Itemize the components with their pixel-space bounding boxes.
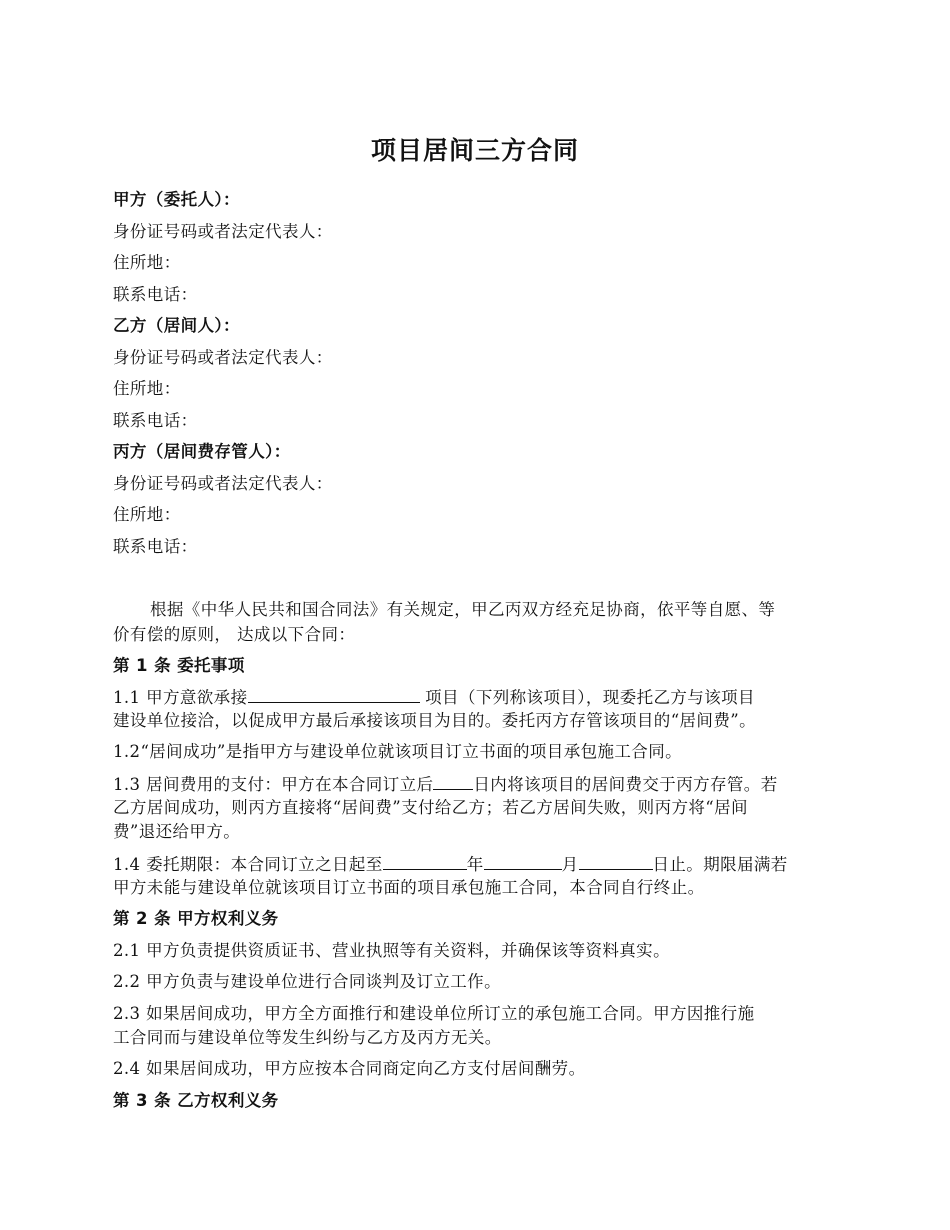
clause-2-3-line-2: 工合同而与建设单位等发生纠纷与乙方及丙方无关。 [113,1028,502,1047]
clause-1-3-text-b: 日内将该项目的居间费交于丙方存管。若 [473,775,778,794]
party-b-heading: 乙方（居间人）： [113,316,240,335]
party-a-heading: 甲方（委托人）： [113,190,240,209]
clause-1-4-text-a: 1.4 委托期限：本合同订立之日起至 [113,855,383,874]
party-b-id-field: 身份证号码或者法定代表人： [113,348,333,367]
clause-1-4-line-2: 甲方未能与建设单位就该项目订立书面的项目承包施工合同，本合同自行终止。 [113,878,705,897]
page-title: 项目居间三方合同 [370,136,579,165]
clause-1-4-line-1 [113,852,840,877]
party-a-address-field: 住所地： [113,253,181,272]
intro-line-2: 价有偿的原则， 达成以下合同： [113,625,356,644]
clause-1-3-text-a: 1.3 居间费用的支付：甲方在本合同订立后 [113,775,434,794]
party-c-address-field: 住所地： [113,505,181,524]
article-3-heading: 第 3 条 乙方权利义务 [113,1091,279,1110]
clause-1-1-line-1 [113,685,840,710]
clause-2-2: 2.2 甲方负责与建设单位进行合同谈判及订立工作。 [113,972,501,991]
day-blank[interactable] [579,852,653,870]
clause-2-4: 2.4 如果居间成功，甲方应按本合同商定向乙方支付居间酬劳。 [113,1059,586,1078]
year-blank[interactable] [383,852,467,870]
clause-2-1: 2.1 甲方负责提供资质证书、营业执照等有关资料，并确保该等资料真实。 [113,941,670,960]
clause-1-1-text-a: 1.1 甲方意欲承接 [113,688,248,707]
intro-line-1: 根据《中华人民共和国合同法》有关规定，甲乙丙双方经充足协商，依平等自愿、等 [150,600,776,619]
month-label: 月 [561,855,579,874]
project-name-blank[interactable] [248,685,420,703]
month-blank[interactable] [484,852,562,870]
year-label: 年 [466,855,484,874]
clause-1-3-line-3: 费”退还给甲方。 [113,822,241,841]
days-blank[interactable] [433,772,473,790]
party-a-phone-field: 联系电话： [113,285,198,304]
clause-1-1-text-b: 项目（下列称该项目），现委托乙方与该项目 [419,688,755,707]
party-a-id-field: 身份证号码或者法定代表人： [113,222,333,241]
party-c-phone-field: 联系电话： [113,537,198,556]
clause-1-2: 1.2“居间成功”是指甲方与建设单位就该项目订立书面的项目承包施工合同。 [113,742,683,761]
party-c-id-field: 身份证号码或者法定代表人： [113,474,333,493]
article-2-heading: 第 2 条 甲方权利义务 [113,909,279,928]
clause-1-3-line-1 [113,772,840,797]
party-c-heading: 丙方（居间费存管人）： [113,442,291,461]
clause-1-1-line-2: 建设单位接洽，以促成甲方最后承接该项目为目的。委托丙方存管该项目的“居间费”。 [113,711,756,730]
clause-2-3-line-1: 2.3 如果居间成功，甲方全方面推行和建设单位所订立的承包施工合同。甲方因推行施 [113,1004,755,1023]
clause-1-4-text-b: 日止。期限届满若 [652,855,788,874]
article-1-heading: 第 1 条 委托事项 [113,656,245,675]
party-b-phone-field: 联系电话： [113,411,198,430]
clause-1-3-line-2: 乙方居间成功，则丙方直接将“居间费”支付给乙方；若乙方居间失败，则丙方将“居间 [113,798,748,817]
party-b-address-field: 住所地： [113,379,181,398]
